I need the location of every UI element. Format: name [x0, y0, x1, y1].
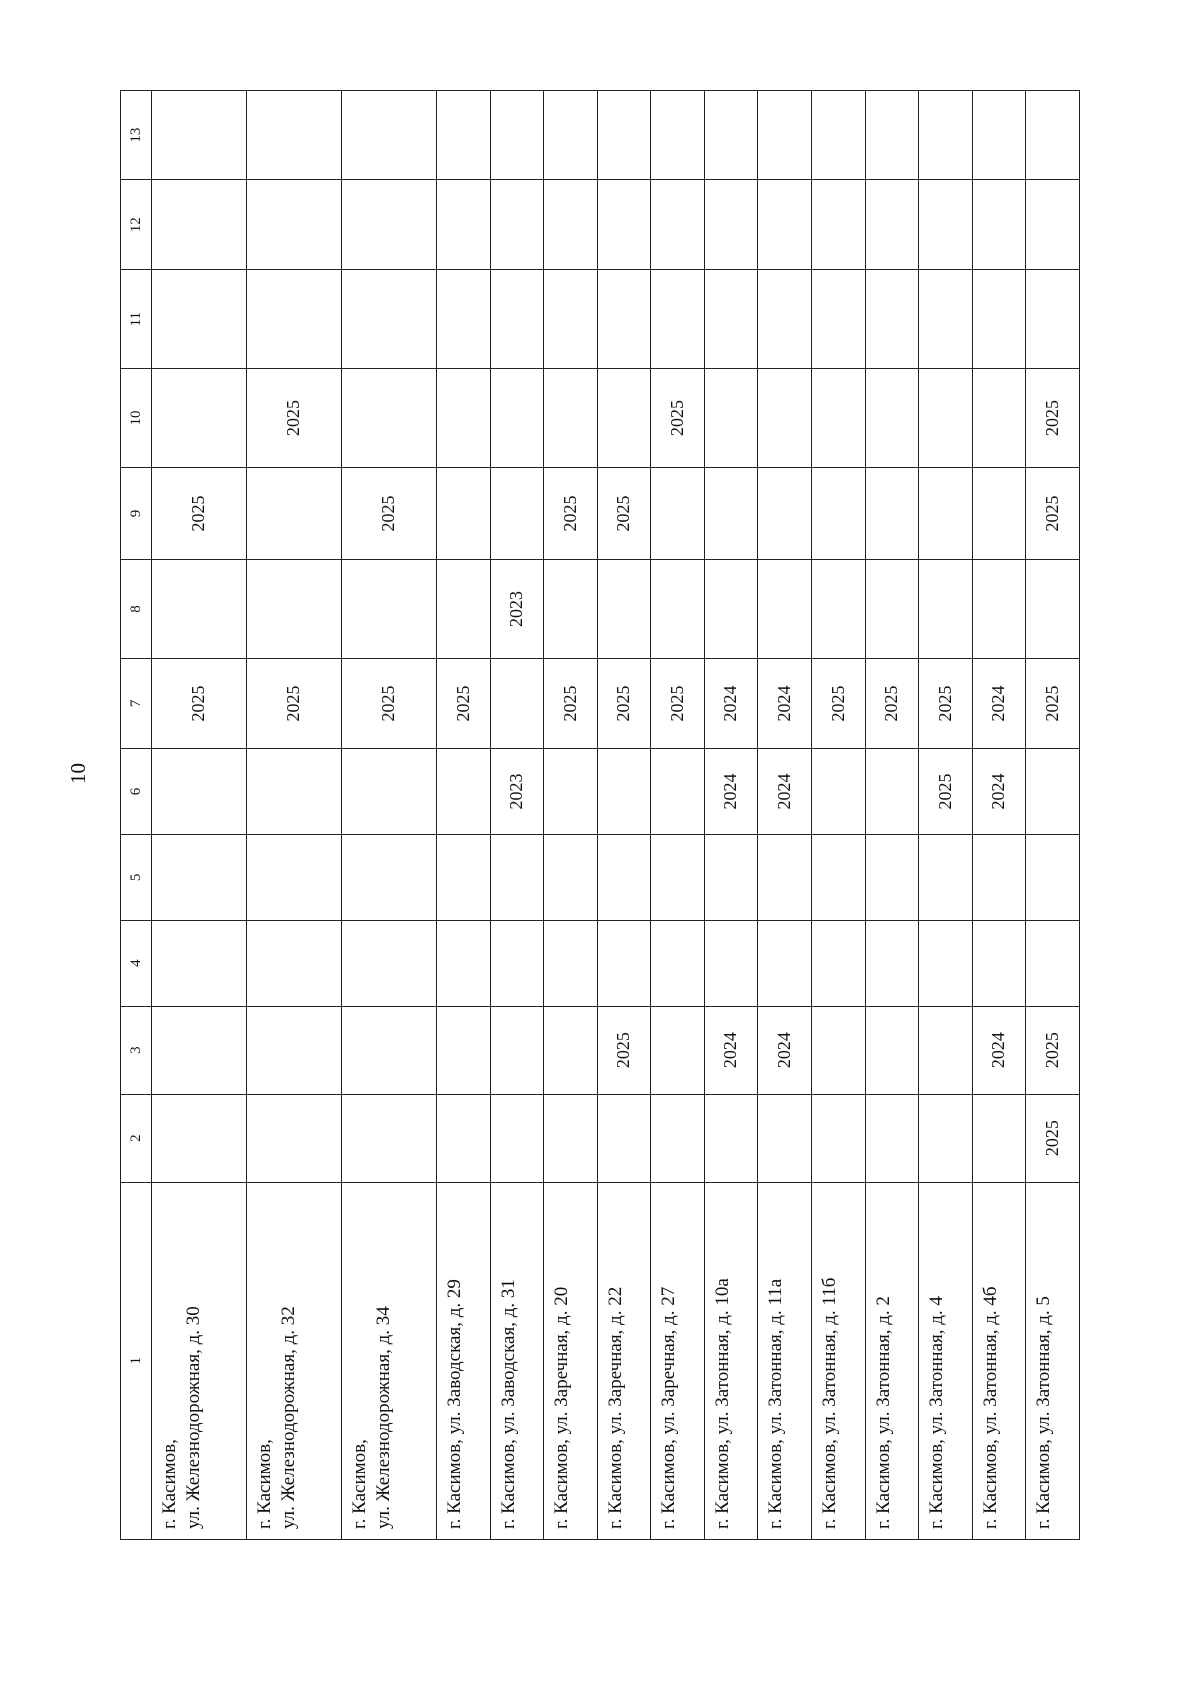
address-cell — [972, 1182, 1026, 1539]
year-cell — [247, 1006, 342, 1094]
year-cell: 2024 — [972, 1006, 1026, 1094]
column-number-header: 4 — [121, 920, 152, 1006]
year-cell: 2024 — [972, 749, 1026, 835]
year-cell — [597, 1094, 651, 1182]
year-cell — [651, 560, 705, 659]
year-cell — [1026, 834, 1080, 920]
year-cell — [247, 560, 342, 659]
address-line: ул. Железнодорожная, д. 34 — [373, 1306, 395, 1529]
year-cell — [152, 749, 247, 835]
year-cell — [342, 270, 437, 369]
address-line: г. Касимов, ул. Заречная, д. 22 — [604, 1286, 626, 1529]
year-cell — [437, 560, 491, 659]
year-cell — [490, 91, 544, 180]
year-cell — [865, 834, 919, 920]
year-cell — [972, 560, 1026, 659]
year-cell: 2025 — [919, 749, 973, 835]
address-cell — [342, 1182, 437, 1539]
column-number-header: 5 — [121, 834, 152, 920]
year-cell — [544, 1094, 598, 1182]
year-cell: 2025 — [1026, 1094, 1080, 1182]
year-cell — [758, 369, 812, 468]
year-cell — [704, 369, 758, 468]
year-cell — [490, 180, 544, 270]
year-cell — [865, 467, 919, 559]
year-cell — [972, 834, 1026, 920]
year-cell — [437, 1006, 491, 1094]
year-cell — [1026, 91, 1080, 180]
year-cell — [865, 920, 919, 1006]
address-line: г. Касимов, ул. Заречная, д. 27 — [658, 1286, 680, 1529]
year-cell — [437, 91, 491, 180]
table-row — [544, 91, 598, 1540]
year-cell — [597, 834, 651, 920]
address-cell — [651, 1182, 705, 1539]
year-cell — [812, 834, 866, 920]
table-row — [437, 91, 491, 1540]
year-cell — [597, 91, 651, 180]
schedule-table-frame — [120, 90, 1080, 1540]
year-cell — [437, 920, 491, 1006]
year-cell — [597, 920, 651, 1006]
year-cell: 2024 — [758, 749, 812, 835]
year-cell: 2024 — [704, 658, 758, 748]
year-cell — [342, 1006, 437, 1094]
year-cell — [865, 270, 919, 369]
year-cell — [152, 270, 247, 369]
year-cell — [342, 91, 437, 180]
year-cell — [247, 920, 342, 1006]
address-line: г. Касимов, ул. Затонная, д. 11б — [819, 1277, 841, 1529]
year-cell — [490, 920, 544, 1006]
table-row — [865, 91, 919, 1540]
column-number-header: 1 — [121, 1182, 152, 1539]
year-cell — [247, 467, 342, 559]
address-cell — [919, 1182, 973, 1539]
address-cell — [704, 1182, 758, 1539]
year-cell: 2025 — [812, 658, 866, 748]
year-cell — [544, 180, 598, 270]
year-cell — [1026, 920, 1080, 1006]
year-cell — [597, 369, 651, 468]
year-cell — [812, 270, 866, 369]
year-cell: 2025 — [437, 658, 491, 748]
year-cell — [758, 560, 812, 659]
schedule-table — [120, 90, 1080, 1540]
year-cell — [865, 560, 919, 659]
address-line: ул. Железнодорожная, д. 30 — [183, 1306, 204, 1529]
year-cell — [919, 270, 973, 369]
year-cell — [544, 369, 598, 468]
address-line: г. Касимов, ул. Заводская, д. 29 — [444, 1279, 466, 1529]
year-cell: 2025 — [1026, 658, 1080, 748]
year-cell — [247, 1094, 342, 1182]
year-cell: 2025 — [651, 658, 705, 748]
column-number-header: 11 — [121, 270, 152, 369]
table-row — [758, 91, 812, 1540]
year-cell — [437, 369, 491, 468]
year-cell — [919, 834, 973, 920]
year-cell: 2024 — [704, 1006, 758, 1094]
year-cell — [544, 920, 598, 1006]
year-cell — [972, 467, 1026, 559]
year-cell: 2024 — [758, 1006, 812, 1094]
year-cell — [865, 1094, 919, 1182]
column-number-header: 10 — [121, 369, 152, 468]
year-cell — [812, 749, 866, 835]
year-cell — [704, 834, 758, 920]
year-cell — [758, 920, 812, 1006]
year-cell — [919, 1006, 973, 1094]
table-row — [704, 91, 758, 1540]
year-cell — [704, 180, 758, 270]
address-line: г. Касимов, ул. Затонная, д. 11а — [765, 1278, 787, 1529]
year-cell — [758, 1094, 812, 1182]
year-cell — [1026, 560, 1080, 659]
table-row — [152, 91, 247, 1540]
year-cell — [597, 180, 651, 270]
year-cell — [490, 369, 544, 468]
year-cell — [544, 560, 598, 659]
year-cell: 2025 — [597, 467, 651, 559]
year-cell — [437, 749, 491, 835]
year-cell — [247, 270, 342, 369]
year-cell — [152, 1006, 247, 1094]
year-cell: 2025 — [651, 369, 705, 468]
year-cell — [490, 834, 544, 920]
table-body — [121, 91, 1080, 1540]
year-cell — [919, 369, 973, 468]
year-cell — [651, 1094, 705, 1182]
year-cell — [342, 834, 437, 920]
year-cell — [342, 749, 437, 835]
year-cell — [972, 91, 1026, 180]
year-cell — [342, 180, 437, 270]
year-cell — [342, 920, 437, 1006]
year-cell — [651, 1006, 705, 1094]
address-line: г. Касимов, ул. Затонная, д. 10а — [711, 1278, 733, 1529]
year-cell — [437, 467, 491, 559]
year-cell — [865, 369, 919, 468]
year-cell — [704, 91, 758, 180]
address-line: г. Касимов, ул. Затонная, д. 2 — [872, 1296, 894, 1529]
address-line: г. Касимов, ул. Затонная, д. 5 — [1033, 1296, 1055, 1529]
year-cell — [651, 91, 705, 180]
year-cell — [247, 749, 342, 835]
page-number: 10 — [66, 763, 90, 784]
table-row — [812, 91, 866, 1540]
year-cell — [865, 91, 919, 180]
year-cell — [490, 467, 544, 559]
year-cell: 2024 — [758, 658, 812, 748]
year-cell — [919, 180, 973, 270]
year-cell — [597, 749, 651, 835]
year-cell: 2024 — [704, 749, 758, 835]
year-cell — [437, 834, 491, 920]
year-cell — [1026, 270, 1080, 369]
column-number-header: 2 — [121, 1094, 152, 1182]
year-cell — [812, 1006, 866, 1094]
address-cell — [812, 1182, 866, 1539]
address-cell — [597, 1182, 651, 1539]
address-line: г. Касимов, ул. Заречная, д. 20 — [551, 1286, 573, 1529]
year-cell — [972, 180, 1026, 270]
table-row — [1026, 91, 1080, 1540]
year-cell — [247, 834, 342, 920]
year-cell: 2024 — [972, 658, 1026, 748]
year-cell — [919, 467, 973, 559]
year-cell — [152, 560, 247, 659]
table-row — [597, 91, 651, 1540]
year-cell — [152, 920, 247, 1006]
year-cell: 2025 — [152, 467, 247, 559]
year-cell: 2025 — [544, 658, 598, 748]
address-cell — [758, 1182, 812, 1539]
year-cell — [972, 920, 1026, 1006]
year-cell: 2025 — [1026, 1006, 1080, 1094]
year-cell — [651, 467, 705, 559]
address-line: г. Касимов, — [159, 1439, 180, 1529]
year-cell — [812, 91, 866, 180]
year-cell: 2025 — [597, 1006, 651, 1094]
column-number-header: 6 — [121, 749, 152, 835]
year-cell — [758, 91, 812, 180]
year-cell — [544, 834, 598, 920]
year-cell — [1026, 180, 1080, 270]
year-cell — [544, 749, 598, 835]
year-cell — [704, 920, 758, 1006]
year-cell — [651, 834, 705, 920]
year-cell — [152, 369, 247, 468]
year-cell — [812, 920, 866, 1006]
address-line: г. Касимов, ул. Затонная, д. 4б — [979, 1286, 1001, 1529]
year-cell — [758, 180, 812, 270]
table-row — [972, 91, 1026, 1540]
address-cell — [544, 1182, 598, 1539]
address-line: г. Касимов, ул. Затонная, д. 4 — [926, 1296, 948, 1529]
year-cell — [437, 270, 491, 369]
address-cell — [865, 1182, 919, 1539]
year-cell: 2025 — [152, 658, 247, 748]
year-cell — [437, 180, 491, 270]
table-row — [651, 91, 705, 1540]
year-cell — [437, 1094, 491, 1182]
year-cell — [812, 369, 866, 468]
year-cell: 2025 — [342, 658, 437, 748]
year-cell — [490, 658, 544, 748]
year-cell — [919, 560, 973, 659]
year-cell: 2025 — [1026, 467, 1080, 559]
year-cell — [919, 91, 973, 180]
address-line: г. Касимов, ул. Заводская, д. 31 — [497, 1279, 519, 1529]
year-cell — [865, 749, 919, 835]
year-cell — [152, 1094, 247, 1182]
year-cell: 2025 — [247, 369, 342, 468]
year-cell: 2025 — [342, 467, 437, 559]
year-cell — [812, 467, 866, 559]
year-cell: 2025 — [544, 467, 598, 559]
year-cell — [651, 920, 705, 1006]
column-number-header: 3 — [121, 1006, 152, 1094]
year-cell — [342, 560, 437, 659]
year-cell — [247, 91, 342, 180]
year-cell — [1026, 749, 1080, 835]
address-line: ул. Железнодорожная, д. 32 — [278, 1306, 300, 1529]
year-cell — [704, 1094, 758, 1182]
year-cell — [342, 369, 437, 468]
year-cell — [865, 180, 919, 270]
year-cell: 2025 — [247, 658, 342, 748]
year-cell — [651, 270, 705, 369]
year-cell — [651, 749, 705, 835]
year-cell — [152, 834, 247, 920]
year-cell — [247, 180, 342, 270]
year-cell — [972, 369, 1026, 468]
year-cell — [490, 1094, 544, 1182]
year-cell: 2025 — [919, 658, 973, 748]
year-cell — [544, 270, 598, 369]
year-cell — [704, 270, 758, 369]
year-cell — [490, 270, 544, 369]
year-cell — [152, 180, 247, 270]
year-cell — [544, 91, 598, 180]
year-cell — [972, 270, 1026, 369]
address-cell — [490, 1182, 544, 1539]
year-cell — [758, 467, 812, 559]
year-cell — [812, 1094, 866, 1182]
column-number-header: 7 — [121, 658, 152, 748]
column-number-header: 8 — [121, 560, 152, 659]
table-row — [919, 91, 973, 1540]
year-cell — [919, 920, 973, 1006]
column-number-header: 13 — [121, 91, 152, 180]
year-cell — [865, 1006, 919, 1094]
year-cell — [597, 270, 651, 369]
header-row — [121, 91, 152, 1540]
year-cell — [758, 834, 812, 920]
year-cell — [342, 1094, 437, 1182]
year-cell — [919, 1094, 973, 1182]
table-row — [247, 91, 342, 1540]
column-number-header: 9 — [121, 467, 152, 559]
year-cell: 2023 — [490, 749, 544, 835]
year-cell — [704, 467, 758, 559]
address-cell — [437, 1182, 491, 1539]
address-cell — [152, 1182, 247, 1539]
year-cell — [812, 180, 866, 270]
year-cell — [812, 560, 866, 659]
year-cell: 2025 — [1026, 369, 1080, 468]
year-cell: 2025 — [865, 658, 919, 748]
year-cell: 2023 — [490, 560, 544, 659]
address-line: г. Касимов, — [349, 1439, 371, 1529]
address-cell — [247, 1182, 342, 1539]
year-cell: 2025 — [597, 658, 651, 748]
year-cell — [972, 1094, 1026, 1182]
year-cell — [704, 560, 758, 659]
table-row — [490, 91, 544, 1540]
address-line: г. Касимов, — [254, 1439, 276, 1529]
year-cell — [152, 91, 247, 180]
column-number-header: 12 — [121, 180, 152, 270]
year-cell — [758, 270, 812, 369]
year-cell — [597, 560, 651, 659]
table-row — [342, 91, 437, 1540]
year-cell — [490, 1006, 544, 1094]
year-cell — [544, 1006, 598, 1094]
address-cell — [1026, 1182, 1080, 1539]
year-cell — [651, 180, 705, 270]
